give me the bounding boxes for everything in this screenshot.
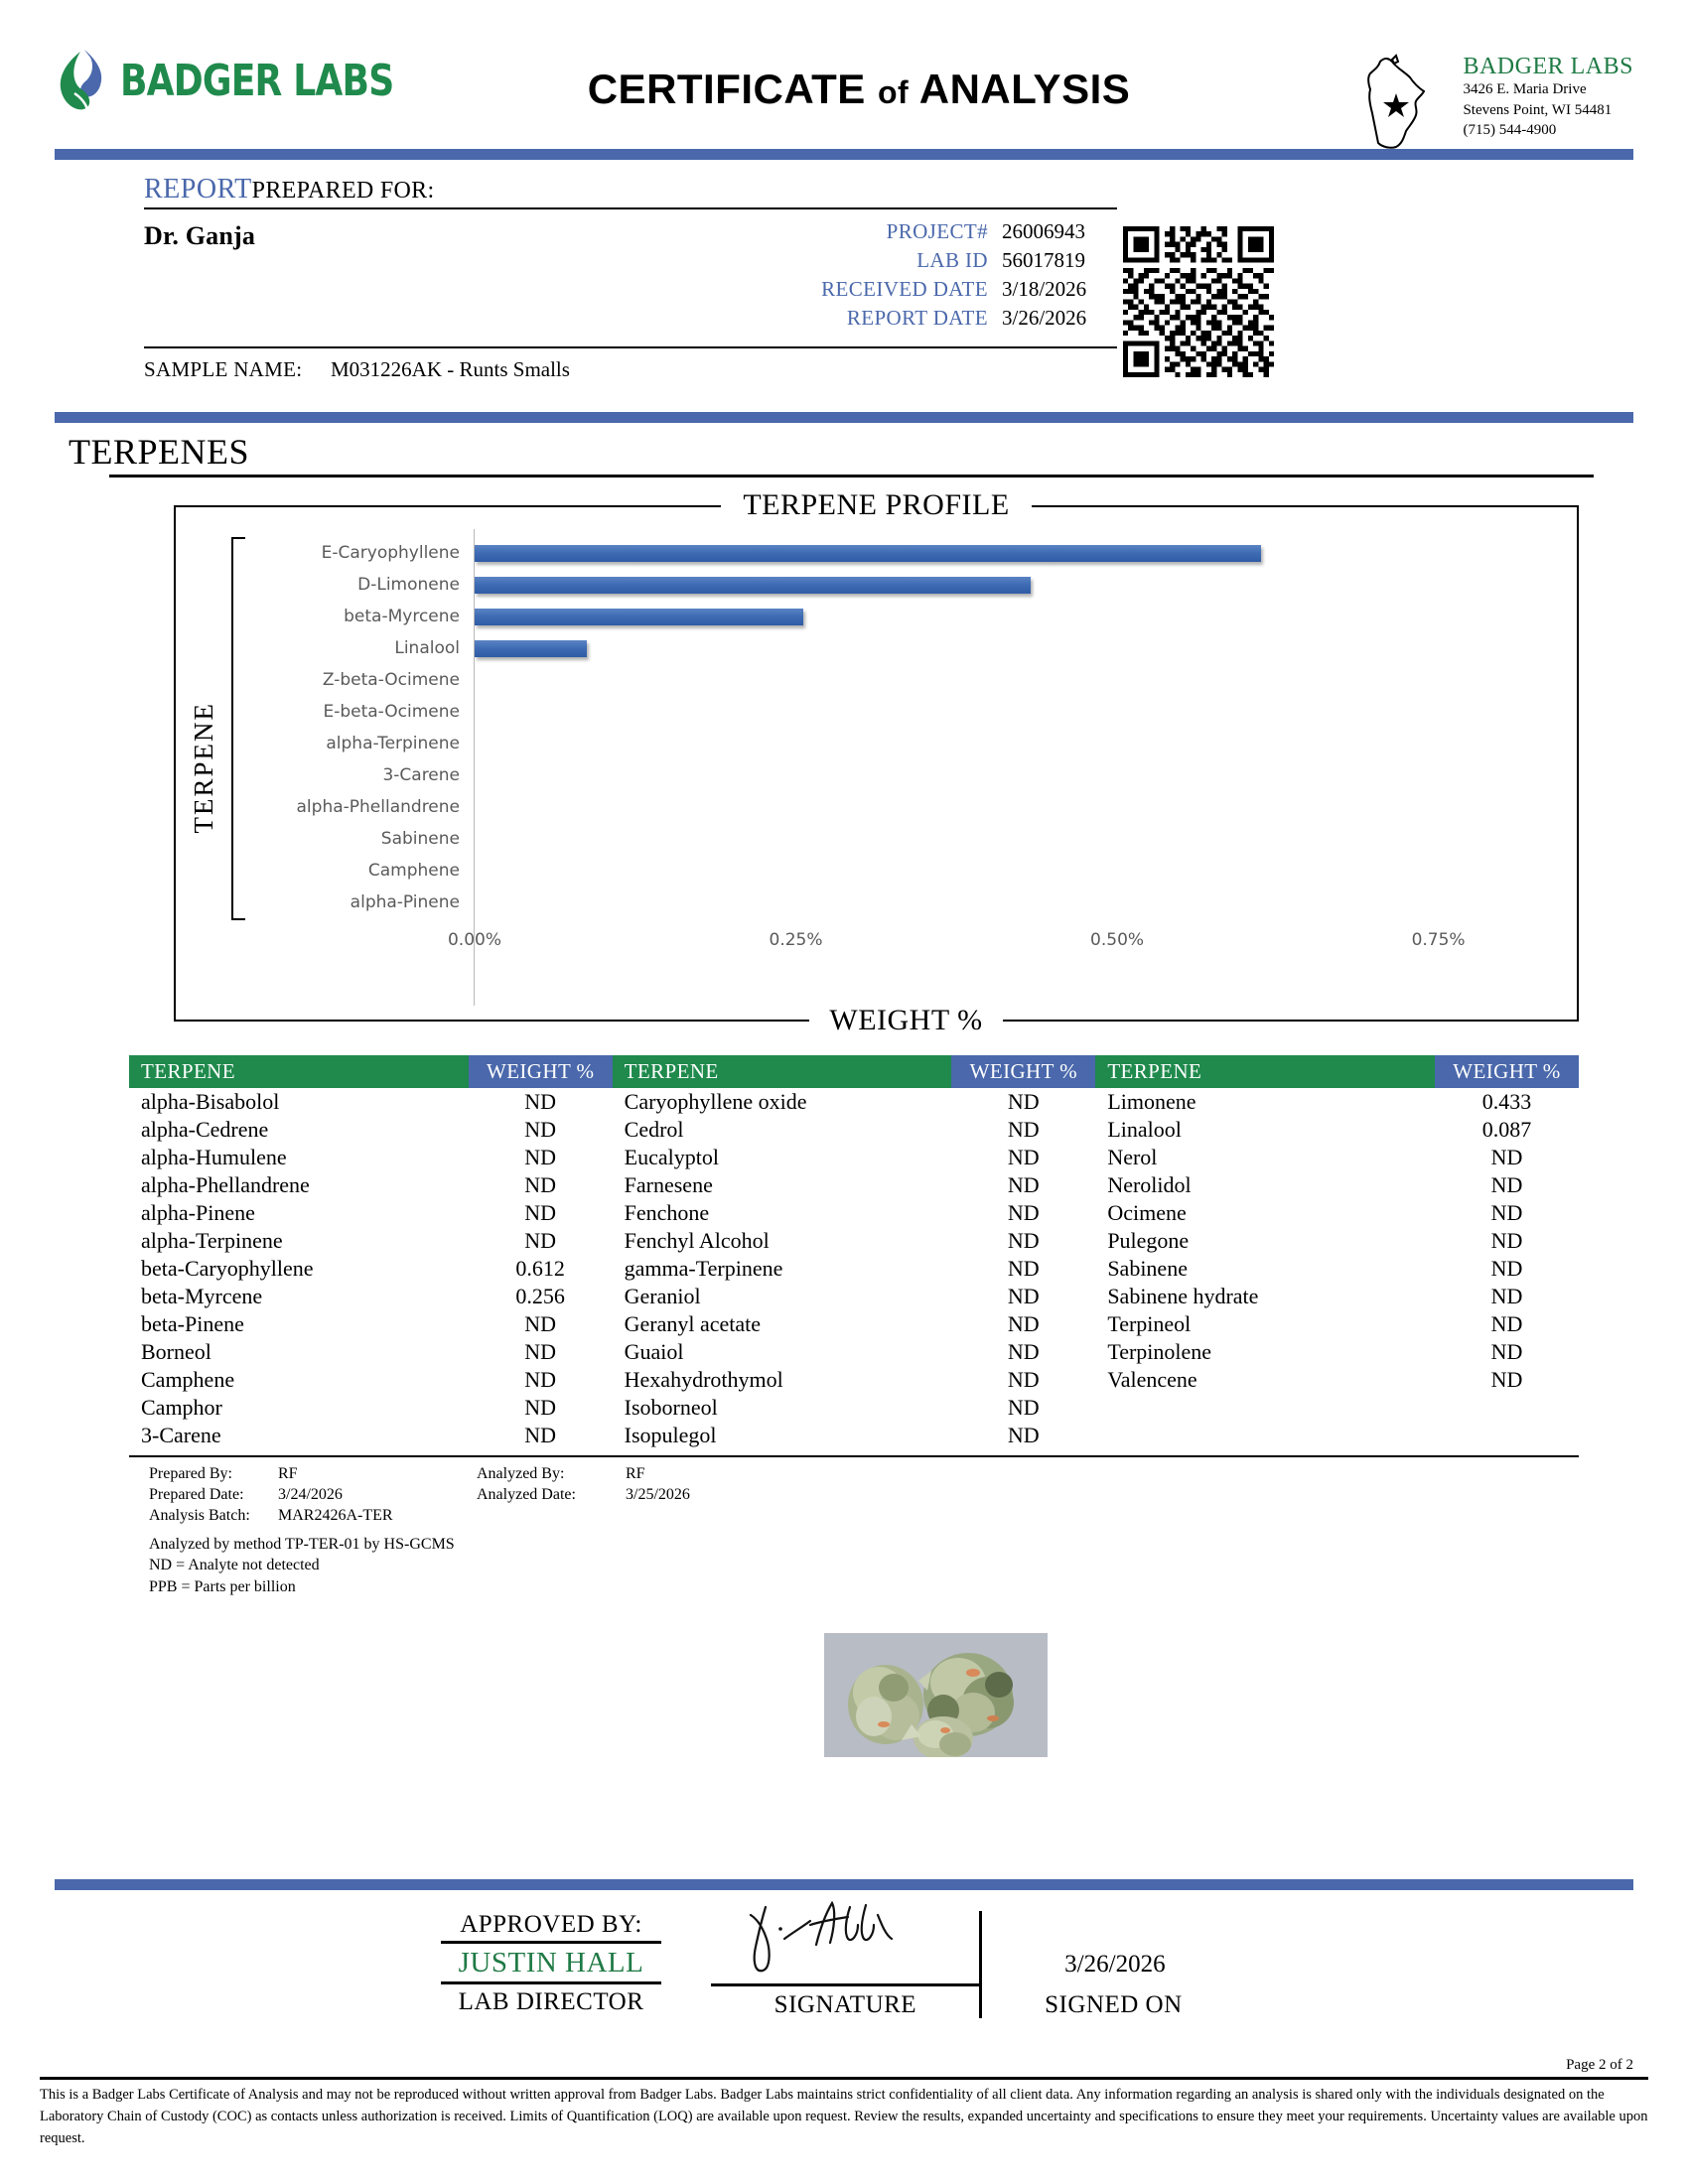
table-cell-group [613,1199,1096,1227]
address-city: Stevens Point, WI 54481 [1463,101,1613,118]
table-cell-group [129,1310,613,1338]
table-bottom-rule [129,1455,1579,1457]
analyte-name: Valencene [1107,1367,1197,1392]
chart-category-label: alpha-Pinene [350,892,460,912]
table-cell-group [1095,1144,1579,1171]
sample-photo [824,1633,1048,1757]
chart-category-label: alpha-Phellandrene [296,797,460,817]
method-note: Analyzed by method TP-TER-01 by HS-GCMS [149,1536,455,1554]
client-name: Dr. Ganja [144,221,256,250]
title-certificate: CERTIFICATE [587,66,866,112]
analyte-weight: ND [524,1117,557,1142]
analyte-weight [1435,1422,1579,1449]
labid-value: 56017819 [1002,248,1085,272]
table-row [129,1088,1579,1116]
table-cell-group [129,1227,613,1255]
signed-on-date: 3/26/2026 [1064,1951,1166,1978]
lab-address-block [1246,48,1633,157]
analyte-name: Farnesene [624,1172,713,1197]
analyte-weight: ND [524,1395,557,1420]
analyzed-by-label: Analyzed By: [477,1465,565,1483]
analyte-name: Isopulegol [624,1423,717,1447]
analyte-name: Limonene [1107,1089,1196,1114]
analyte-weight: ND [524,1339,557,1364]
received-label: RECEIVED DATE [821,277,988,301]
note-prepared-by-row [149,1465,1633,1483]
chart-title: TERPENE PROFILE [721,488,1031,521]
analyte-weight: ND [1490,1145,1523,1169]
analyte-name: Nerol [1107,1145,1158,1169]
signature-label: SIGNATURE [774,1991,917,2018]
analyte-weight: ND [1007,1284,1040,1308]
chart-category-label: Linalool [394,638,460,658]
address-street: 3426 E. Maria Drive [1463,81,1587,98]
table-cell-group [129,1394,613,1422]
table-cell-group [129,1116,613,1144]
prepared-date-value: 3/24/2026 [278,1486,343,1504]
chart-category-label: E-Caryophyllene [321,543,460,563]
chart-bar-row [475,759,1567,791]
analyte-name: Geraniol [624,1284,701,1308]
analyte-name: Linalool [1107,1117,1182,1142]
table-cell-group [1095,1199,1579,1227]
y-axis-bracket [231,537,245,920]
analyte-name: Eucalyptol [624,1145,719,1169]
wisconsin-map-icon [1348,48,1453,157]
chart-title-wrap [176,488,1577,522]
analyte-name: Caryophyllene oxide [624,1089,807,1114]
chart-category-label: D-Limonene [357,575,460,595]
signoff-block [0,1911,1688,2019]
chart-category-label: Sabinene [380,829,460,849]
analyte-weight: ND [524,1367,557,1392]
table-cell-group [613,1366,1096,1394]
terpene-results-table [129,1055,1579,1449]
analyte-weight: ND [1490,1284,1523,1308]
analyte-name: alpha-Terpinene [141,1228,283,1253]
analyzed-date-value: 3/25/2026 [626,1486,690,1504]
batch-label: Analysis Batch: [149,1507,250,1525]
y-axis-label: TERPENE [188,701,218,834]
section-underline [109,475,1594,478]
analyte-name: Sabinene hydrate [1107,1284,1259,1308]
address-lines [1463,48,1633,140]
analyte-weight: ND [1007,1311,1040,1336]
x-axis-label: WEIGHT % [809,1004,1002,1036]
chart-plot-area [447,529,1567,1006]
table-header-group-1 [129,1055,613,1088]
page-title [472,48,1246,113]
table-header-group-3 [1095,1055,1579,1088]
analyte-name: Borneol [141,1339,211,1364]
analyte-weight: ND [524,1172,557,1197]
analyte-weight: ND [1490,1367,1523,1392]
analyte-weight: ND [1490,1228,1523,1253]
table-cell-group [1095,1366,1579,1394]
table-cell-group [1095,1088,1579,1116]
reportdate-value: 3/26/2026 [1002,306,1087,330]
analyte-weight: ND [1007,1228,1040,1253]
report-word: REPORT [144,174,252,205]
analyte-weight: ND [524,1423,557,1447]
analyte-weight: ND [1007,1089,1040,1114]
x-axis-tick: 0.25% [769,930,823,950]
analyte-name [1095,1422,1435,1449]
analyte-name: Terpinolene [1107,1339,1212,1364]
analyzed-by-value: RF [626,1465,645,1483]
analyte-name: alpha-Bisabolol [141,1089,280,1114]
analyte-weight: 0.256 [515,1284,565,1308]
chart-bar-row [475,569,1567,601]
table-row [129,1366,1579,1394]
chart-bar-row [475,664,1567,696]
chart-bar [475,640,587,657]
brand-wordmark: BADGER LABS [120,55,394,106]
analyte-weight [1435,1394,1579,1422]
meta-row-reportdate [690,306,1117,331]
analyte-name: beta-Myrcene [141,1284,263,1308]
analyte-weight: ND [1007,1395,1040,1420]
chart-bar [475,609,803,625]
approver-column [441,1911,662,2016]
analyte-weight: ND [1007,1256,1040,1281]
signature-cell [711,1911,979,1986]
chart-bars [475,537,1567,918]
leaf-icon [55,48,106,113]
chart-bar-row [475,537,1567,569]
table-cell-group [613,1255,1096,1283]
chart-bar-row [475,887,1567,918]
labid-label: LAB ID [916,248,988,272]
chart-category-label: alpha-Terpinene [326,734,460,753]
sample-name-value: M031226AK - Runts Smalls [331,357,570,381]
chart-bar [475,545,1261,562]
note-batch-row [149,1507,1633,1525]
analyte-name: Geranyl acetate [624,1311,762,1336]
project-value: 26006943 [1002,219,1085,243]
y-axis-title [176,529,231,1006]
page-number: Page 2 of 2 [1566,2057,1633,2073]
table-row [129,1171,1579,1199]
approver-name: JUSTIN HALL [441,1944,662,1984]
analyte-weight: ND [1490,1339,1523,1364]
chart-category-label: E-beta-Ocimene [323,702,460,722]
received-value: 3/18/2026 [1002,277,1087,301]
title-analysis: ANALYSIS [918,66,1131,112]
col3-name-header: TERPENE [1095,1055,1435,1088]
chart-bar-row [475,823,1567,855]
table-cell-group [613,1088,1096,1116]
analyte-name: alpha-Pinene [141,1200,255,1225]
analyte-weight: ND [1490,1200,1523,1225]
table-body [129,1088,1579,1449]
analyte-weight: 0.612 [515,1256,565,1281]
analyte-weight: ND [1007,1145,1040,1169]
signature-mark [711,1899,979,1975]
analyte-weight: ND [1007,1117,1040,1142]
table-row [129,1283,1579,1310]
note-dates-row [149,1486,1633,1504]
badger-labs-logo [55,48,472,113]
col2-name-header: TERPENE [613,1055,952,1088]
signature-area [711,1911,1247,2019]
report-info-block [55,174,1633,382]
table-cell-group [1095,1283,1579,1310]
x-axis-tick: 0.75% [1411,930,1466,950]
table-cell-group [1095,1394,1579,1422]
address-phone: (715) 544-4900 [1463,121,1557,138]
table-cell-group [1095,1338,1579,1366]
prepared-by-label: Prepared By: [149,1465,232,1483]
analyte-name: Guaiol [624,1339,684,1364]
prepared-for-word: PREPARED FOR: [251,178,435,204]
table-cell-group [129,1338,613,1366]
analyte-weight: ND [524,1311,557,1336]
analyte-weight: ND [1007,1367,1040,1392]
table-cell-group [613,1338,1096,1366]
signed-on-cell [979,1911,1247,1986]
prepared-by-value: RF [278,1465,298,1483]
table-cell-group [613,1116,1096,1144]
analyte-weight: ND [524,1228,557,1253]
analyte-name: Pulegone [1107,1228,1190,1253]
analyte-name: Sabinene [1107,1256,1188,1281]
analyte-name: alpha-Phellandrene [141,1172,310,1197]
table-cell-group [1095,1116,1579,1144]
analyte-name: Camphene [141,1367,235,1392]
table-cell-group [129,1366,613,1394]
table-row [129,1310,1579,1338]
analyte-name: Cedrol [624,1117,684,1142]
table-cell-group [613,1422,1096,1449]
table-cell-group [1095,1310,1579,1338]
table-cell-group [129,1199,613,1227]
table-cell-group [129,1171,613,1199]
meta-row-labid [690,248,1117,273]
analyte-weight: ND [524,1200,557,1225]
analyte-name: Terpineol [1107,1311,1192,1336]
table-row [129,1422,1579,1449]
meta-row-project [690,219,1117,244]
analyte-name: alpha-Humulene [141,1145,287,1169]
x-axis-title-wrap [235,1004,1577,1037]
analyte-name: 3-Carene [141,1423,221,1447]
x-axis-tick: 0.00% [447,930,502,950]
analyte-name: Ocimene [1107,1200,1187,1225]
page-header [55,0,1633,149]
reportdate-label: REPORT DATE [846,306,988,330]
table-row [129,1116,1579,1144]
terpene-profile-chart [174,488,1579,1036]
analyte-weight: ND [1007,1339,1040,1364]
analyte-weight: ND [524,1089,557,1114]
table-cell-group [613,1283,1096,1310]
table-cell-group [613,1144,1096,1171]
chart-category-label: 3-Carene [382,765,460,785]
analysis-notes [149,1465,1633,1597]
project-label: PROJECT# [886,219,988,243]
table-cell-group [129,1283,613,1310]
table-cell-group [129,1422,613,1449]
meta-row-received [690,277,1117,302]
footer-rule [40,2077,1648,2080]
table-row [129,1227,1579,1255]
chart-category-labels [245,529,474,1006]
report-meta-fields [690,209,1117,346]
analyte-name: Fenchyl Alcohol [624,1228,770,1253]
analyte-name: beta-Caryophyllene [141,1256,314,1281]
analyte-name [1095,1394,1435,1422]
col3-value-header: WEIGHT % [1435,1055,1579,1088]
analyte-name: beta-Pinene [141,1311,244,1336]
analyte-weight: ND [1490,1256,1523,1281]
signoff-divider-bar [55,1879,1633,1890]
prepared-date-label: Prepared Date: [149,1486,244,1504]
table-header-row [129,1055,1579,1088]
chart-category-label: Z-beta-Ocimene [322,670,460,690]
x-axis-ticks [447,930,1567,960]
chart-bar-row [475,728,1567,759]
signature-vertical-rule [979,1911,982,2018]
section-heading: TERPENES [69,432,250,472]
chart-bar-row [475,601,1567,632]
analyte-weight: ND [1007,1200,1040,1225]
footer-disclaimer: This is a Badger Labs Certificate of Analysis and may not be reproduced without written approval from Badger Labs. Badger Labs maintains strict confidentiality of all client data. Any information regarding an analysis is shared only with the individuals designated on the Laboratory Chain of Custody (COC) as contacts unless authorization is received. Limits of Quantification (LOQ) are available upon request. Review the results, expanded uncertainty and specifications to ensure they meet your requirements. Uncertainty values are available upon request. [40,2087,1648,2146]
chart-inner [176,529,1567,1006]
analyte-name: Isoborneol [624,1395,718,1420]
table-cell-group [1095,1171,1579,1199]
table-cell-group [613,1227,1096,1255]
col1-name-header: TERPENE [129,1055,469,1088]
table-row [129,1394,1579,1422]
analyte-name: Fenchone [624,1200,710,1225]
analyte-name: Camphor [141,1395,222,1420]
chart-bar-row [475,696,1567,728]
table-cell-group [613,1171,1096,1199]
analyte-weight: ND [524,1145,557,1169]
table-row [129,1199,1579,1227]
col2-value-header: WEIGHT % [951,1055,1095,1088]
chart-bar [475,577,1031,594]
report-prepared-for-heading [144,174,1117,209]
client-area [144,209,690,346]
batch-value: MAR2426A-TER [278,1507,393,1525]
analyzed-date-label: Analyzed Date: [477,1486,576,1504]
table-row [129,1255,1579,1283]
chart-category-label: beta-Myrcene [344,607,460,626]
table-header-group-2 [613,1055,1096,1088]
chart-category-label: Camphene [367,861,460,881]
table-cell-group [129,1088,613,1116]
qr-code[interactable] [1120,226,1277,377]
sample-name-row [144,348,1117,382]
chart-bar-row [475,632,1567,664]
x-axis-tick: 0.50% [1090,930,1145,950]
chart-bar-row [475,791,1567,823]
table-cell-group [129,1144,613,1171]
title-of: of [877,74,910,110]
analyte-weight: ND [1007,1172,1040,1197]
report-body [144,209,1117,348]
lab-name: BADGER LABS [1463,54,1633,79]
nd-legend: ND = Analyte not detected [149,1557,320,1574]
signed-on-label: SIGNED ON [1045,1991,1183,2018]
analyte-name: Nerolidol [1107,1172,1192,1197]
analyte-name: gamma-Terpinene [624,1256,783,1281]
analyte-weight: ND [1490,1311,1523,1336]
table-cell-group [613,1310,1096,1338]
approver-role: LAB DIRECTOR [458,1988,644,2015]
table-row [129,1144,1579,1171]
table-cell-group [1095,1422,1579,1449]
section-divider-bar [55,412,1633,423]
analyte-name: alpha-Cedrene [141,1117,269,1142]
ppb-legend: PPB = Parts per billion [149,1577,296,1595]
table-cell-group [613,1394,1096,1422]
analyte-weight: 0.087 [1481,1117,1532,1142]
chart-bar-row [475,855,1567,887]
table-row [129,1338,1579,1366]
approved-by-label: APPROVED BY: [441,1911,662,1944]
table-cell-group [1095,1255,1579,1283]
analyte-weight: ND [1490,1172,1523,1197]
table-cell-group [1095,1227,1579,1255]
table-cell-group [129,1255,613,1283]
analyte-name: Hexahydrothymol [624,1367,783,1392]
col1-value-header: WEIGHT % [469,1055,613,1088]
analyte-weight: ND [1007,1423,1040,1447]
analyte-weight: 0.433 [1481,1089,1532,1114]
sample-name-label: SAMPLE NAME: [144,357,303,381]
